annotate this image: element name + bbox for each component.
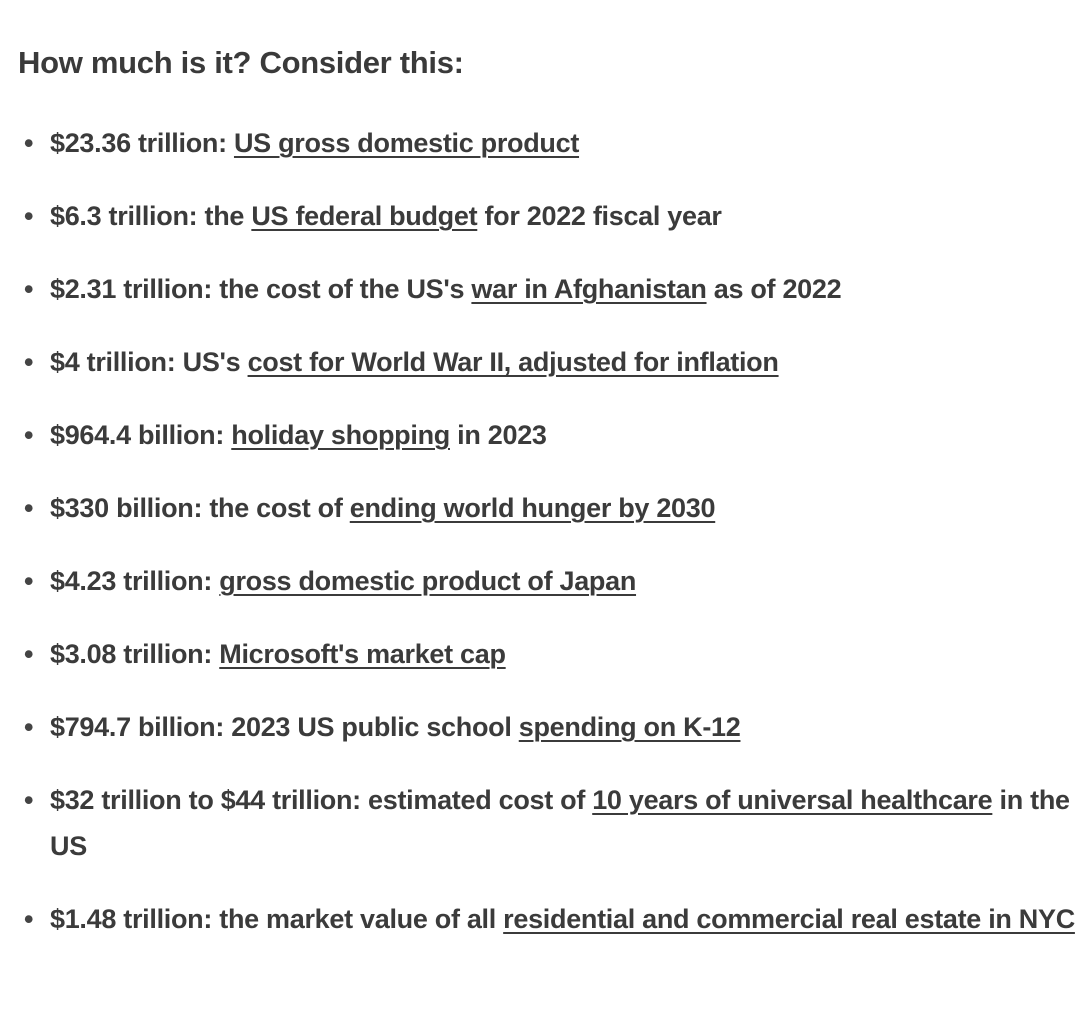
item-link[interactable]: residential and commercial real estate in NYC	[503, 904, 1075, 934]
item-link[interactable]: cost for World War II, adjusted for inflation	[247, 347, 779, 377]
item-text: $23.36 trillion:	[50, 128, 234, 158]
facts-list	[18, 120, 1088, 942]
item-link[interactable]: gross domestic product of Japan	[219, 566, 637, 596]
item-text: $964.4 billion:	[50, 420, 232, 450]
item-text-after: in 2023	[449, 420, 547, 450]
item-text: $32 trillion to $44 trillion: estimated cost of	[50, 785, 593, 815]
bullet-icon: •	[24, 639, 34, 669]
section-heading: How much is it? Consider this:	[18, 45, 464, 80]
bullet-icon: •	[24, 712, 34, 742]
list-item	[18, 631, 1080, 677]
item-link[interactable]: war in Afghanistan	[471, 274, 707, 304]
item-text: $3.08 trillion:	[50, 639, 220, 669]
bullet-icon: •	[24, 420, 34, 450]
bullet-icon: •	[24, 493, 34, 523]
list-item	[18, 339, 1080, 385]
list-item	[18, 120, 1080, 166]
item-text: $2.31 trillion: the cost of the US's	[50, 274, 472, 304]
item-text-after: for 2022 fiscal year	[477, 201, 722, 231]
bullet-icon: •	[24, 785, 34, 815]
list-item	[18, 558, 1080, 604]
item-link[interactable]: ending world hunger by 2030	[349, 493, 716, 523]
list-item	[18, 485, 1080, 531]
list-item	[18, 896, 1080, 942]
item-text: $330 billion: the cost of	[50, 493, 350, 523]
item-link[interactable]: US federal budget	[251, 201, 478, 231]
bullet-icon: •	[24, 347, 34, 377]
item-text-after: as of 2022	[706, 274, 842, 304]
list-item	[18, 266, 1080, 312]
item-text: $794.7 billion: 2023 US public school	[50, 712, 519, 742]
bullet-icon: •	[24, 904, 34, 934]
list-item	[18, 412, 1080, 458]
bullet-icon: •	[24, 274, 34, 304]
list-item	[18, 777, 1080, 869]
item-text: $6.3 trillion: the	[50, 201, 252, 231]
item-text-after: in the US	[50, 785, 1070, 861]
item-text: $1.48 trillion: the market value of all	[50, 904, 504, 934]
item-text: $4 trillion: US's	[50, 347, 248, 377]
item-link[interactable]: 10 years of universal healthcare	[592, 785, 993, 815]
bullet-icon: •	[24, 566, 34, 596]
bullet-icon: •	[24, 201, 34, 231]
list-item	[18, 704, 1080, 750]
item-link[interactable]: spending on K-12	[518, 712, 741, 742]
list-item	[18, 193, 1080, 239]
bullet-icon: •	[24, 128, 34, 158]
item-link[interactable]: holiday shopping	[231, 420, 450, 450]
item-text: $4.23 trillion:	[50, 566, 220, 596]
item-link[interactable]: US gross domestic product	[233, 128, 580, 158]
item-link[interactable]: Microsoft's market cap	[219, 639, 506, 669]
